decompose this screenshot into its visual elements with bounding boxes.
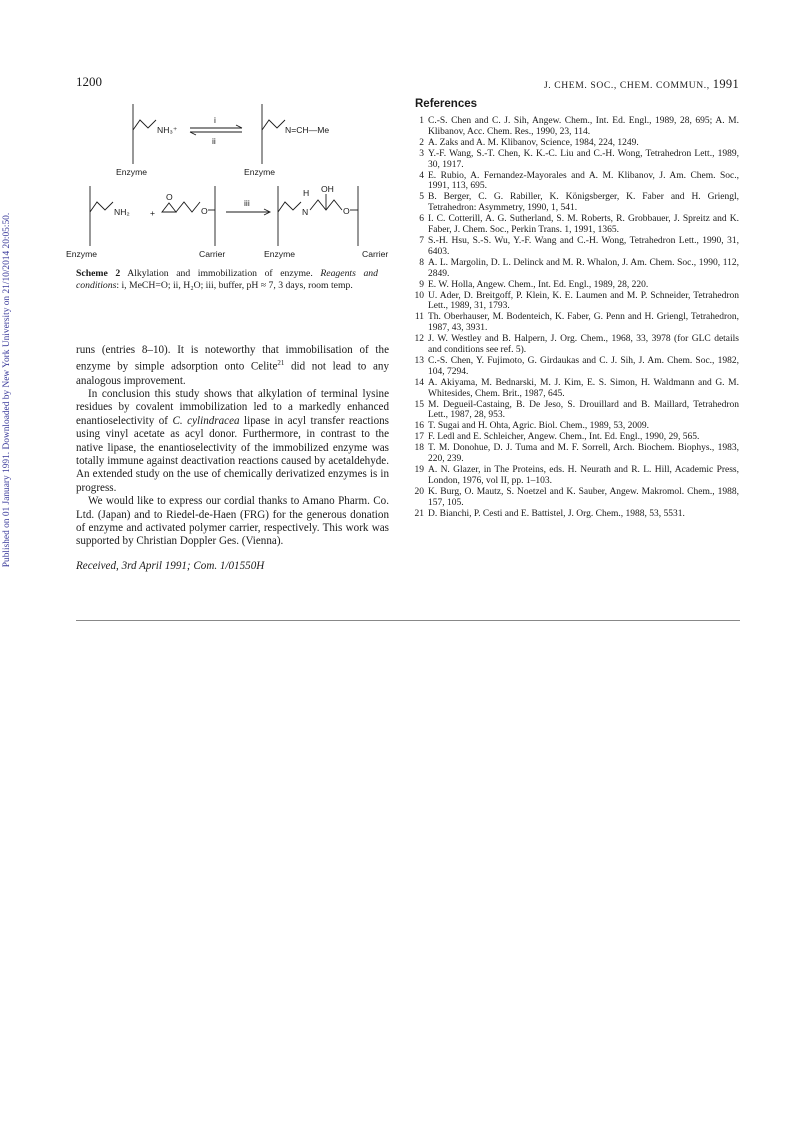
reference-number: 11 [414, 312, 424, 323]
reference-text: E. W. Holla, Angew. Chem., Int. Ed. Engl., 1989, 28, 220. [428, 279, 649, 290]
reference-item [413, 214, 739, 236]
reference-text: I. C. Cotterill, A. G. Sutherland, S. M. Roberts, R. Grobbauer, J. Spreitz and K. Faber, J. Chem. Soc., Perkin Trans. 1, 1991, 1365. [428, 214, 739, 236]
ether-oxygen-1: O [201, 206, 208, 216]
lysine-chain-3 [90, 202, 113, 212]
species-name: C. cylindracea [172, 414, 240, 427]
imine-label: N=CH—Me [285, 125, 330, 135]
reference-item [413, 149, 739, 171]
reference-item [413, 291, 739, 313]
reference-text: D. Bianchi, P. Cesti and E. Battistel, J. Org. Chem., 1988, 53, 5531. [428, 508, 685, 519]
reference-item [413, 116, 739, 138]
reference-text: F. Ledl and E. Schleicher, Angew. Chem., Int. Ed. Engl., 1990, 29, 565. [428, 432, 700, 443]
reference-text: J. W. Westley and B. Halpern, J. Org. Chem., 1968, 33, 3978 (for GLC details and conditions see ref. 5). [428, 334, 739, 356]
reference-number: 14 [414, 377, 424, 388]
reference-text: Y.-F. Wang, S.-T. Chen, K. K.-C. Liu and C.-H. Wong, Tetrahedron Lett., 1989, 30, 1917. [428, 148, 739, 170]
epoxide-linker [176, 202, 200, 212]
lysine-chain-right [262, 120, 285, 130]
reference-number: 5 [419, 192, 424, 203]
reference-text: A. L. Margolin, D. L. Delinck and M. R. Whalon, J. Am. Chem. Soc., 1990, 112, 2849. [428, 257, 739, 279]
reference-number: 3 [419, 148, 424, 159]
reference-item [413, 192, 739, 214]
reference-text: E. Rubio, A. Fernandez-Mayorales and A. M. Klibanov, J. Am. Chem. Soc., 1991, 113, 695. [428, 170, 739, 192]
reference-item [413, 334, 739, 356]
reference-text: M. Degueil-Castaing, B. De Jeso, S. Drouillard and B. Maillard, Tetrahedron Lett., 1987, 28, 953. [428, 399, 739, 421]
nh3-label: NH₃⁺ [157, 125, 178, 135]
reference-number: 16 [414, 421, 424, 432]
page-number: 1200 [76, 74, 102, 89]
paragraph-1-text-a: runs (entries 8–10). It is noteworthy that immobilisation of the enzyme by simple adsorption onto Celite [76, 344, 389, 374]
reference-number: 7 [419, 235, 424, 246]
paragraph-2 [76, 388, 389, 495]
reference-number: 20 [414, 486, 424, 497]
epoxide-oxygen: O [166, 192, 173, 202]
reference-item [413, 138, 739, 149]
reference-text: A. N. Glazer, in The Proteins, eds. H. Neurath and R. L. Hill, Academic Press, London, 1976, vol II, pp. 1–103. [428, 465, 739, 486]
reference-text: B. Berger, C. G. Rabiller, K. Königsberger, K. Faber and H. Griengl, Tetrahedron: Asymmetry, 1990, 1, 541. [428, 192, 739, 214]
paragraph-2-text-a: In conclusion this study shows that alkylation of terminal lysine residues by covalent immobilization led to a markedly enhanced enantioselectivity of [76, 387, 389, 427]
reference-number: 12 [414, 334, 424, 345]
paragraph-1 [76, 344, 389, 388]
amine-n-label: N [302, 207, 309, 217]
enzyme-label-3: Enzyme [66, 249, 98, 259]
paragraph-1-text-b: did not lead to any analogous improvement. [76, 361, 389, 387]
references-list [413, 116, 739, 520]
reference-number: 21 [414, 508, 424, 519]
amine-h-label: H [303, 188, 310, 198]
paragraph-2-text-b: lipase in acyl transfer reactions using vinyl acetate as acyl donor. Furthermore, in contrast to the native lipase, the enantioselectivity of the immobilized enzyme was totally immune against deactivation reactions caused by acetaldehyde. An extended study on the use of chemically derivatized enzymes is in progress. [76, 414, 389, 494]
reference-number: 6 [419, 214, 424, 225]
reference-number: 9 [419, 279, 424, 290]
reference-item [413, 487, 739, 509]
reference-item [413, 171, 739, 193]
reference-text: S.-H. Hsu, S.-S. Wu, Y.-F. Wang and C.-H. Wong, Tetrahedron Lett., 1990, 31, 6403. [428, 235, 739, 257]
scheme-row-1 [116, 104, 329, 177]
plus-sign: + [150, 208, 156, 218]
carrier-label-2: Carrier [362, 249, 389, 259]
reference-number: 4 [419, 170, 424, 181]
journal-name: J. CHEM. SOC., CHEM. COMMUN., [543, 80, 710, 91]
reference-item [413, 312, 739, 334]
reference-number: 18 [414, 443, 424, 454]
reference-text: A. Akiyama, M. Bednarski, M. J. Kim, E. S. Simon, H. Waldmann and G. M. Whitesides, Chem. Brit., 1987, 645. [428, 377, 739, 399]
enzyme-label-4: Enzyme [264, 249, 296, 259]
citation-21: 21 [277, 359, 285, 368]
body-text [76, 344, 389, 573]
scheme-caption-text-b: : i, MeCH=O; ii, H₂O; iii, buffer, pH ≈ 7, 3 days, room temp. [116, 279, 353, 291]
download-watermark-text: Published on 01 January 1991. Downloaded by New York University on 21/10/2014 20:05:50. [2, 212, 12, 568]
reference-text: U. Ader, D. Breitgoff, P. Klein, K. E. Laumen and M. P. Schneider, Tetrahedron Lett., 1989, 31, 1793. [428, 290, 739, 312]
reference-item [413, 280, 739, 291]
enzyme-label-1: Enzyme [116, 167, 148, 177]
reference-number: 19 [414, 465, 424, 475]
reference-item [413, 509, 739, 520]
reference-number: 13 [414, 355, 424, 366]
reference-text: C.-S. Chen, Y. Fujimoto, G. Girdaukas and C. J. Sih, J. Am. Chem. Soc., 1982, 104, 7294. [428, 355, 739, 377]
reference-number: 1 [419, 116, 424, 126]
reference-text: C.-S. Chen and C. J. Sih, Angew. Chem., Int. Ed. Engl., 1989, 28, 695; A. M. Klibanov, Acc. Chem. Res., 1990, 23, 114. [428, 116, 739, 137]
reference-text: A. Zaks and A. M. Klibanov, Science, 1984, 224, 1249. [428, 137, 639, 148]
reference-item [413, 432, 739, 443]
download-watermark [0, 80, 16, 700]
scheme-caption-reagents: Reagents and conditions [76, 268, 378, 291]
reference-item [413, 400, 739, 422]
scheme-row-2 [66, 184, 388, 259]
reference-item [413, 236, 739, 258]
reference-text: T. M. Donohue, D. J. Tuma and M. F. Sorrell, Arch. Biochem. Biophys., 1983, 220, 239. [428, 443, 739, 465]
acknowledgements: We would like to express our cordial thanks to Amano Pharm. Co. Ltd. (Japan) and to Riedel-de-Haen (FRG) for the generous donation of enzyme and activated polymer carrier, respectively. This work was supported by Christian Doppler Ges. (Vienna). [76, 495, 389, 548]
reference-text: T. Sugai and H. Ohta, Agric. Biol. Chem., 1989, 53, 2009. [428, 421, 649, 432]
reference-item [413, 465, 739, 487]
reference-item [413, 258, 739, 280]
received-date: Received, 3rd April 1991; Com. 1/01550H [76, 559, 265, 572]
scheme-caption [76, 268, 378, 291]
reference-number: 10 [414, 290, 424, 301]
step-iii-label: iii [244, 198, 250, 208]
carrier-label-1: Carrier [199, 249, 226, 259]
reference-number: 2 [419, 137, 424, 148]
journal-year: 1991 [712, 77, 739, 91]
epoxide-ring [162, 203, 176, 212]
reference-text: K. Burg, O. Mautz, S. Noetzel and K. Sauber, Angew. Makromol. Chem., 1988, 157, 105. [428, 486, 739, 508]
reference-item [413, 378, 739, 400]
scheme-2-figure [66, 94, 402, 266]
ether-oxygen-2: O [343, 206, 350, 216]
step-i-label: i [214, 115, 216, 125]
nh2-label: NH₂ [114, 207, 130, 217]
reference-number: 17 [414, 432, 424, 443]
references-heading: References [415, 98, 478, 110]
hydroxyl-label: OH [321, 184, 334, 194]
footer-rule [76, 620, 740, 621]
scheme-caption-text-a: Alkylation and immobilization of enzyme. [120, 268, 321, 279]
step-ii-label: ii [212, 136, 216, 146]
scheme-caption-label: Scheme 2 [76, 268, 121, 279]
reference-number: 8 [419, 257, 424, 268]
reference-text: Th. Oberhauser, M. Bodenteich, K. Faber, G. Penn and H. Griengl, Tetrahedron, 1987, 43, 3931. [428, 312, 739, 334]
coupled-chain [278, 202, 301, 212]
reference-item [413, 356, 739, 378]
reference-item [413, 421, 739, 432]
enzyme-label-2: Enzyme [244, 167, 276, 177]
reference-number: 15 [414, 399, 424, 410]
running-head [544, 77, 739, 92]
lysine-chain-left [133, 120, 156, 130]
reference-item [413, 443, 739, 465]
